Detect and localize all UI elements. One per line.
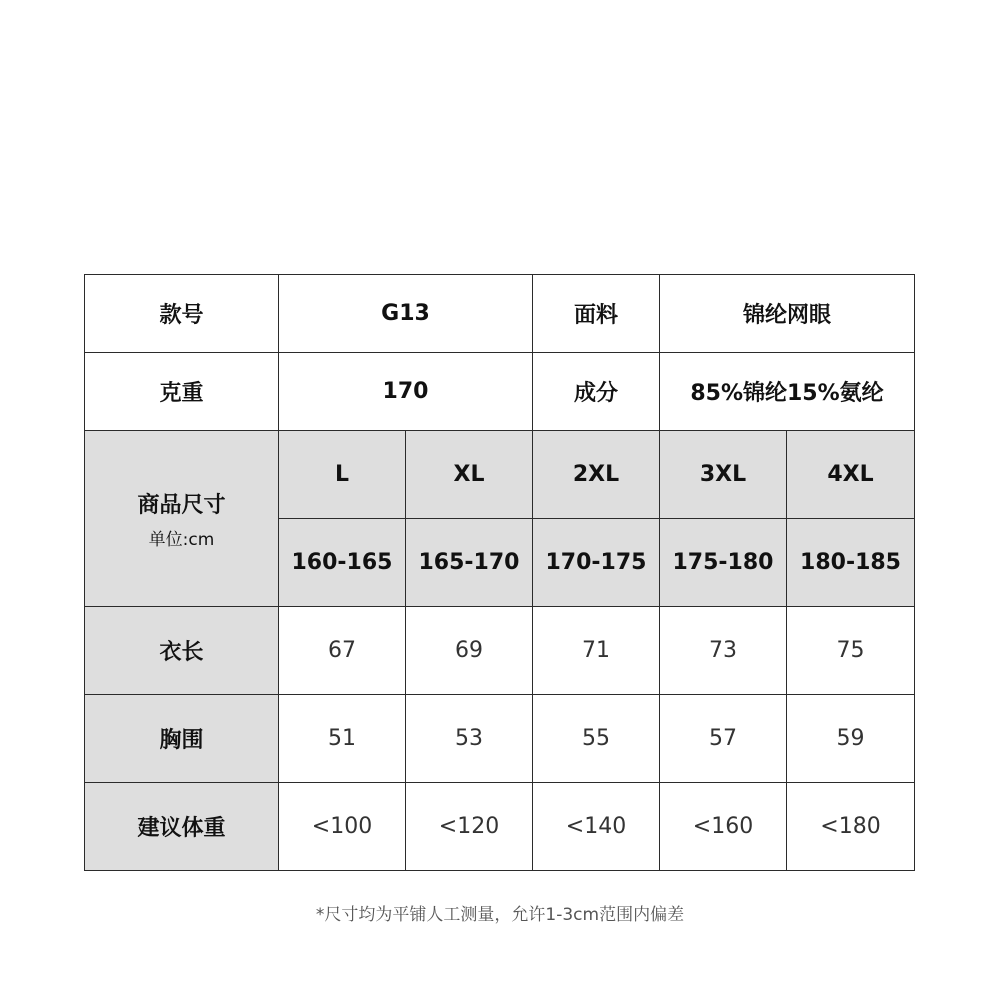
table-row-weight	[85, 783, 915, 871]
table-row-chest	[85, 695, 915, 783]
table-cell: <180	[787, 783, 915, 871]
table-cell: <160	[660, 783, 787, 871]
table-cell: <140	[533, 783, 660, 871]
info-row-style	[85, 275, 915, 353]
size-cell: 3XL	[660, 431, 787, 519]
weight-label: 克重	[85, 353, 279, 431]
info-row-weight	[85, 353, 915, 431]
table-cell: 55	[533, 695, 660, 783]
composition-value: 85%锦纶15%氨纶	[660, 353, 915, 431]
table-cell: <120	[406, 783, 533, 871]
height-cell: 180-185	[787, 519, 915, 607]
size-header-cell	[85, 431, 279, 607]
table-row-length	[85, 607, 915, 695]
table-cell: 73	[660, 607, 787, 695]
measurement-footnote: *尺寸均为平铺人工测量，允许1-3cm范围内偏差	[315, 905, 685, 925]
size-unit-label: 单位:cm	[148, 529, 215, 550]
size-header-label: 商品尺寸	[137, 492, 226, 518]
fabric-label: 面料	[533, 275, 660, 353]
style-value: G13	[279, 275, 533, 353]
height-cell: 175-180	[660, 519, 787, 607]
table-cell: 59	[787, 695, 915, 783]
row-label: 衣长	[85, 607, 279, 695]
row-label: 胸围	[85, 695, 279, 783]
table-cell: 75	[787, 607, 915, 695]
table-cell: 71	[533, 607, 660, 695]
weight-value: 170	[279, 353, 533, 431]
table-cell: <100	[279, 783, 406, 871]
height-cell: 165-170	[406, 519, 533, 607]
style-label: 款号	[85, 275, 279, 353]
size-chart-table	[84, 274, 915, 871]
fabric-value: 锦纶网眼	[660, 275, 915, 353]
table-cell: 69	[406, 607, 533, 695]
table-cell: 57	[660, 695, 787, 783]
table-cell: 53	[406, 695, 533, 783]
size-row	[85, 431, 915, 519]
row-label: 建议体重	[85, 783, 279, 871]
size-cell: XL	[406, 431, 533, 519]
composition-label: 成分	[533, 353, 660, 431]
size-cell: 2XL	[533, 431, 660, 519]
height-cell: 170-175	[533, 519, 660, 607]
height-cell: 160-165	[279, 519, 406, 607]
table-cell: 67	[279, 607, 406, 695]
size-cell: 4XL	[787, 431, 915, 519]
table-cell: 51	[279, 695, 406, 783]
size-cell: L	[279, 431, 406, 519]
